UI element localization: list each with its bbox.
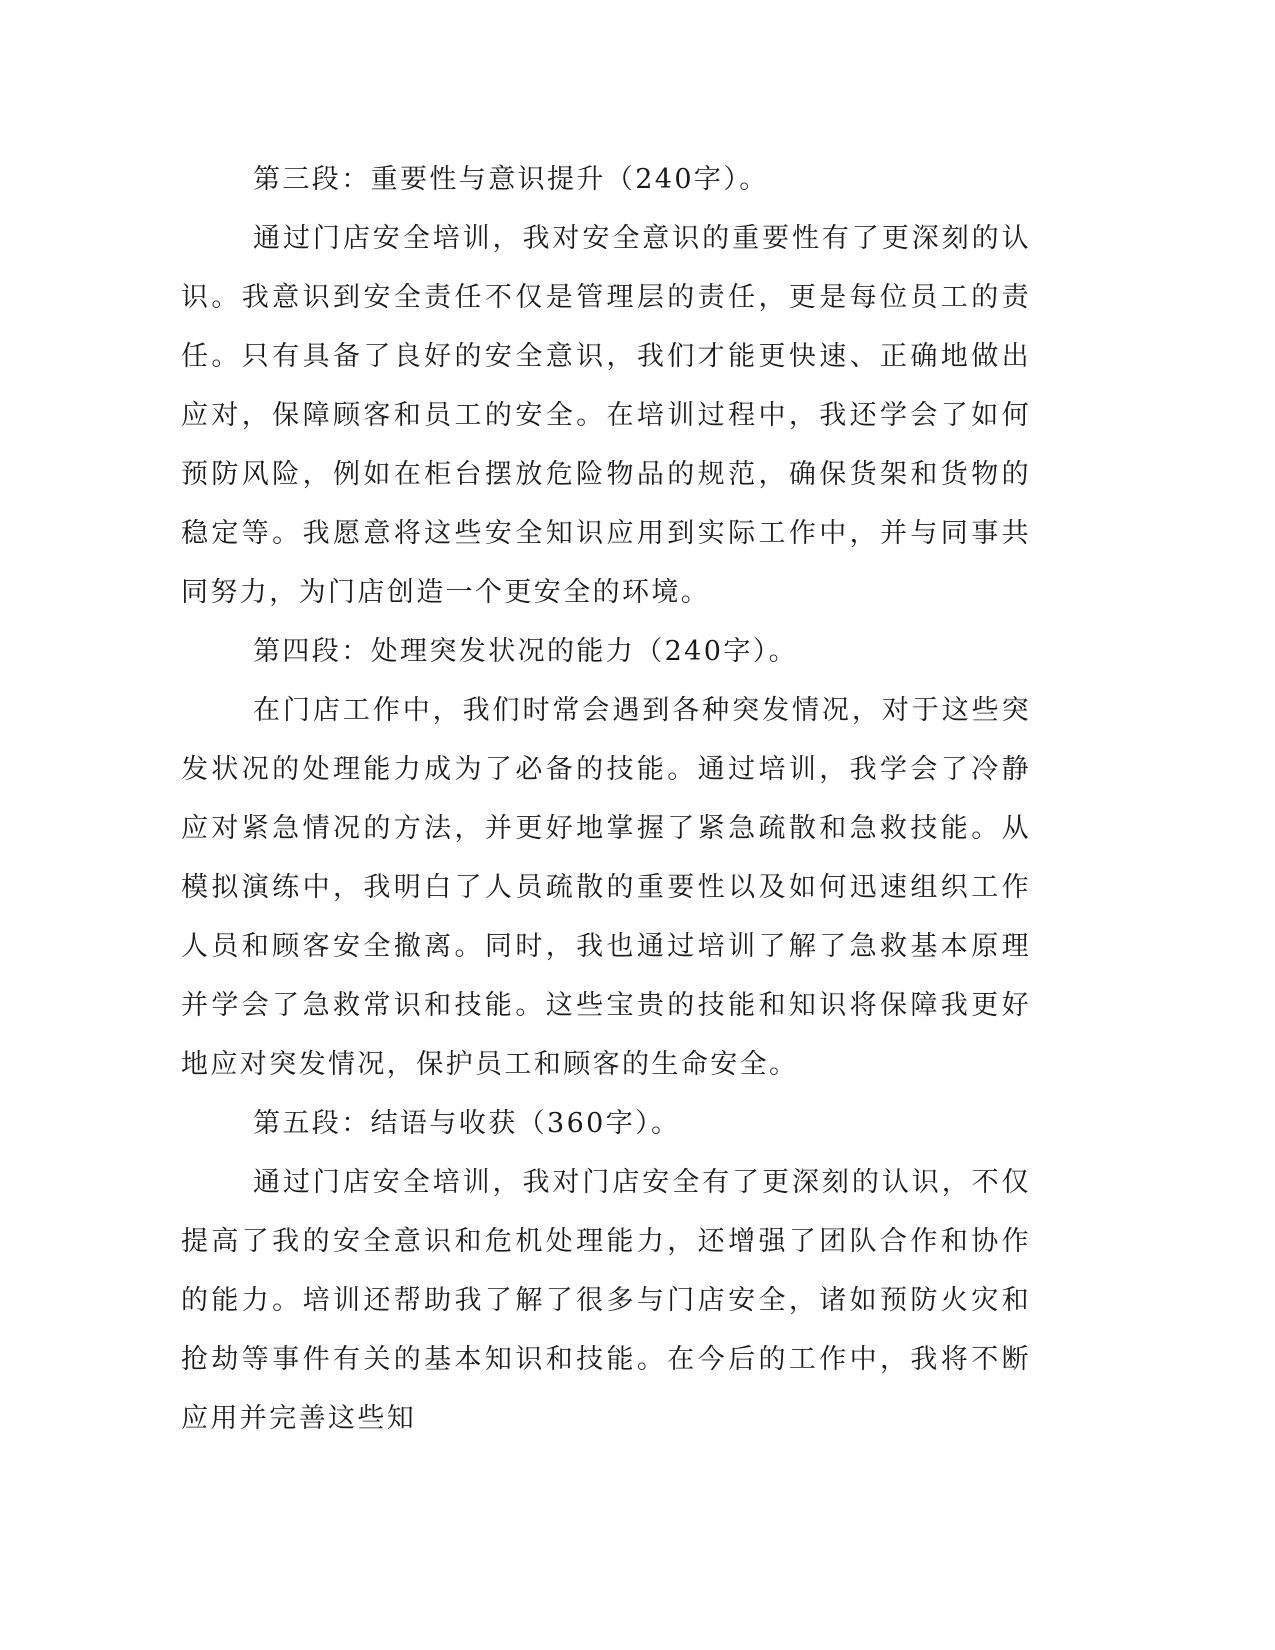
body-paragraph: 通过门店安全培训，我对门店安全有了更深刻的认识，不仅提高了我的安全意识和危机处理能力，还增强了团队合作和协作的能力。培训还帮助我了解了很多与门店安全，诸如预防火灾和抢劫等事件有关的基本知识和技能。在今后的工作中，我将不断应用并完善这些知 (181, 1167, 1031, 1434)
document-body (181, 150, 1031, 1448)
section-heading: 第三段：重要性与意识提升（240字）。 (253, 164, 769, 195)
body-paragraph: 在门店工作中，我们时常会遇到各种突发情况，对于这些突发状况的处理能力成为了必备的技能。通过培训，我学会了冷静应对紧急情况的方法，并更好地掌握了紧急疏散和急救技能。从模拟演练中，我明白了人员疏散的重要性以及如何迅速组织工作人员和顾客安全撤离。同时，我也通过培训了解了急救基本原理并学会了急救常识和技能。这些宝贵的技能和知识将保障我更好地应对突发情况，保护员工和顾客的生命安全。 (181, 695, 1031, 1080)
body-paragraph: 通过门店安全培训，我对安全意识的重要性有了更深刻的认识。我意识到安全责任不仅是管理层的责任，更是每位员工的责任。只有具备了良好的安全意识，我们才能更快速、正确地做出应对，保障顾客和员工的安全。在培训过程中，我还学会了如何预防风险，例如在柜台摆放危险物品的规范，确保货架和货物的稳定等。我愿意将这些安全知识应用到实际工作中，并与同事共同努力，为门店创造一个更安全的环境。 (181, 223, 1031, 608)
section-heading: 第五段：结语与收获（360字）。 (253, 1108, 681, 1139)
section-heading: 第四段：处理突发状况的能力（240字）。 (253, 636, 799, 667)
